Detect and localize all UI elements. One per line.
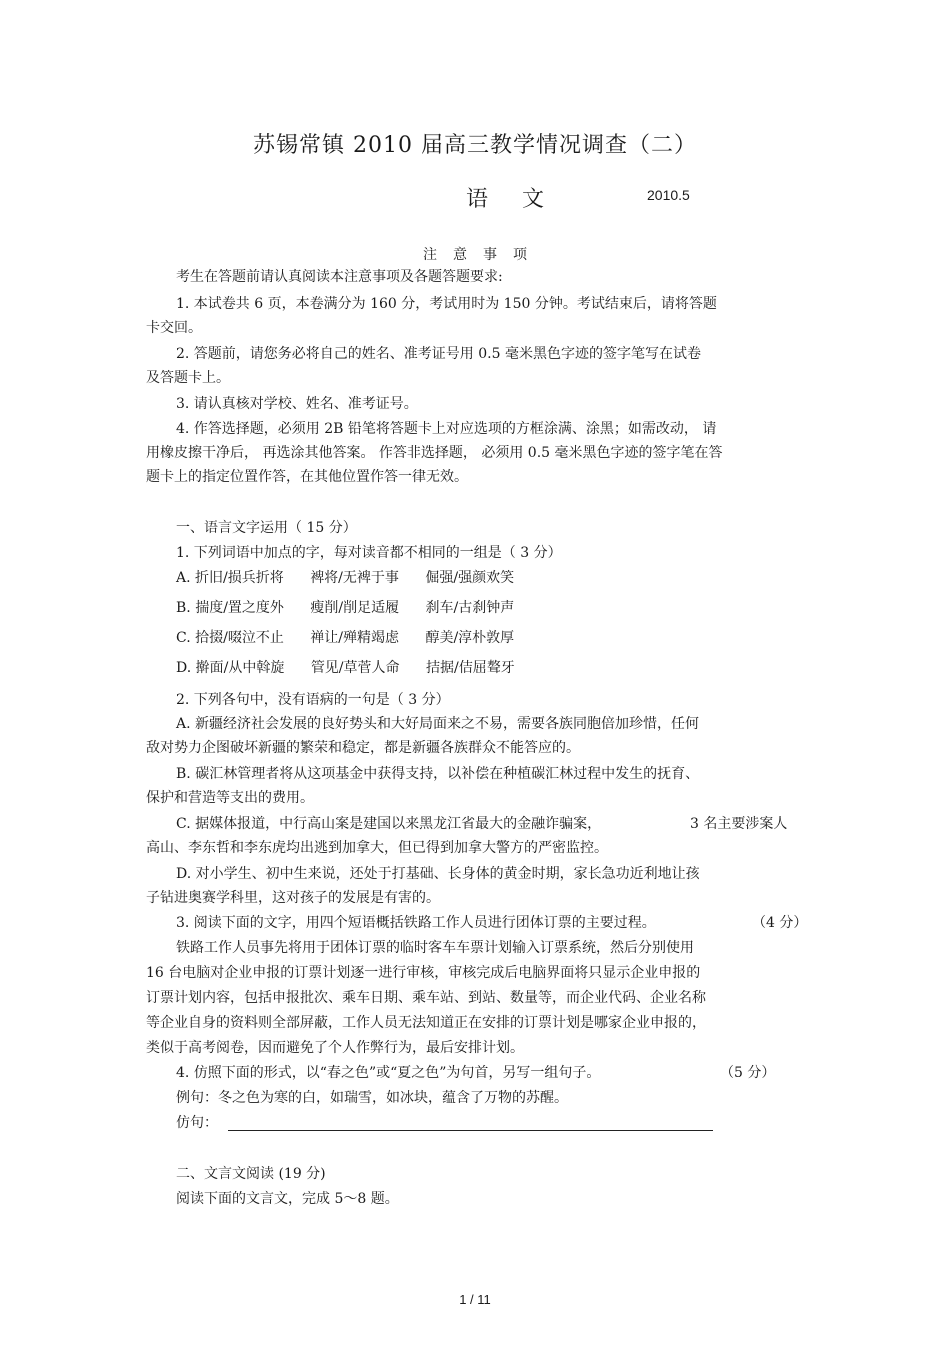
q1-option-b — [176, 598, 536, 618]
notice-item-4-cont: 用橡皮擦干净后， 再选涂其他答案。 作答非选择题， 必须用 0.5 毫米黑色字迹的签字笔在答 — [146, 445, 723, 461]
option-label: C. — [176, 630, 191, 646]
notice-item-4: 4. 作答选择题，必须用 2B 铅笔将答题卡上对应选项的方框涂满、涂黑；如需改动， 请 — [176, 421, 717, 437]
notice-item-1: 1. 本试卷共 6 页，本卷满分为 160 分，考试用时为 150 分钟。考试结束后，请将答题 — [176, 296, 717, 312]
subject-label: 语文 — [466, 187, 579, 212]
q2-option-b-cont: 保护和营造等支出的费用。 — [146, 790, 314, 806]
q4-stem: 4. 仿照下面的形式，以“春之色”或“夏之色”为句首，另写一组句子。 — [176, 1065, 601, 1081]
q2-option-a-cont: 敌对势力企图破坏新疆的繁荣和稳定，都是新疆各族群众不能答应的。 — [146, 740, 580, 756]
option-group: 管见/草菅人命 — [310, 660, 400, 676]
q2-stem: 2. 下列各句中，没有语病的一句是（ 3 分） — [176, 692, 450, 708]
option-group: 折旧/损兵折将 — [195, 570, 284, 586]
option-label: B. — [176, 600, 191, 616]
q3-passage-line: 订票计划内容，包括申报批次、乘车日期、乘车站、到站、数量等，而企业代码、企业名称 — [146, 990, 706, 1006]
q4-answer-label: 仿句： — [176, 1115, 218, 1131]
q3-passage-line: 铁路工作人员事先将用于团体订票的临时客车车票计划输入订票系统，然后分别使用 — [176, 940, 694, 956]
q1-stem: 1. 下列词语中加点的字，每对读音都不相同的一组是（ 3 分） — [176, 545, 562, 561]
option-group: 裨将/无裨于事 — [310, 570, 399, 586]
option-group: 倔强/强颜欢笑 — [425, 570, 515, 586]
q1-option-c — [176, 628, 536, 648]
q2-option-b: B. 碳汇林管理者将从这项基金中获得支持，以补偿在种植碳汇林过程中发生的抚育、 — [176, 766, 700, 782]
notice-item-3: 3. 请认真核对学校、姓名、准考证号。 — [176, 396, 418, 412]
option-label: A. — [176, 570, 191, 586]
option-group: 擀面/从中斡旋 — [195, 660, 285, 676]
q4-example: 例句：冬之色为寒的白，如瑞雪，如冰块，蕴含了万物的苏醒。 — [176, 1090, 568, 1106]
q1-option-a — [176, 568, 536, 588]
q1-option-d — [176, 658, 537, 678]
q3-passage-line: 16 台电脑对企业申报的订票计划逐一进行审核，审核完成后电脑界面将只显示企业申报的 — [146, 965, 701, 981]
q4-score: （5 分） — [720, 1065, 776, 1081]
page-title: 苏锡常镇 2010 届高三教学情况调查（二） — [253, 133, 697, 158]
notice-heading: 注意事项 — [423, 247, 543, 263]
section2-heading: 二、文言文阅读 (19 分) — [176, 1166, 326, 1182]
page-number: 1 / 11 — [459, 1292, 491, 1307]
q3-passage-line: 类似于高考阅卷，因而避免了个人作弊行为，最后安排计划。 — [146, 1040, 524, 1056]
q3-stem: 3. 阅读下面的文字，用四个短语概括铁路工作人员进行团体订票的主要过程。 — [176, 915, 656, 931]
q3-score: （4 分） — [752, 915, 808, 931]
option-group: 瘦削/削足适履 — [310, 600, 400, 616]
answer-blank-line[interactable] — [228, 1130, 713, 1131]
q2-option-c: C. 据媒体报道，中行高山案是建国以来黑龙江省最大的金融诈骗案， — [176, 816, 602, 832]
q2-option-c-tail: 3 名主要涉案人 — [690, 816, 788, 832]
q2-option-c-cont: 高山、李东哲和李东虎均出逃到加拿大，但已得到加拿大警方的严密监控。 — [146, 840, 608, 856]
option-group: 醇美/淳朴敦厚 — [425, 630, 515, 646]
option-group: 拾掇/啜泣不止 — [195, 630, 284, 646]
notice-intro: 考生在答题前请认真阅读本注意事项及各题答题要求: — [176, 269, 503, 285]
section2-instruction: 阅读下面的文言文，完成 5～8 题。 — [176, 1191, 399, 1207]
q2-option-d-cont: 子钻进奥赛学科里，这对孩子的发展是有害的。 — [146, 890, 440, 906]
option-group: 拮据/佶屈聱牙 — [425, 660, 515, 676]
q3-passage-line: 等企业自身的资料则全部屏蔽，工作人员无法知道正在安排的订票计划是哪家企业申报的， — [146, 1015, 706, 1031]
notice-item-1-cont: 卡交回。 — [146, 320, 202, 336]
notice-item-2: 2. 答题前，请您务必将自己的姓名、准考证号用 0.5 毫米黑色字迹的签字笔写在试卷 — [176, 346, 701, 362]
option-group: 禅让/殚精竭虑 — [310, 630, 400, 646]
notice-item-2-cont: 及答题卡上。 — [146, 370, 230, 386]
option-label: D. — [176, 660, 192, 676]
option-group: 刹车/古刹钟声 — [425, 600, 515, 616]
q2-option-a: A. 新疆经济社会发展的良好势头和大好局面来之不易，需要各族同胞倍加珍惜，任何 — [176, 716, 700, 732]
exam-date: 2010.5 — [647, 187, 690, 203]
q2-option-d: D. 对小学生、初中生来说，还处于打基础、长身体的黄金时期，家长急功近利地让孩 — [176, 866, 700, 882]
option-group: 揣度/置之度外 — [195, 600, 284, 616]
section1-heading: 一、语言文字运用（ 15 分） — [176, 520, 357, 536]
notice-item-4-cont2: 题卡上的指定位置作答，在其他位置作答一律无效。 — [146, 469, 468, 485]
